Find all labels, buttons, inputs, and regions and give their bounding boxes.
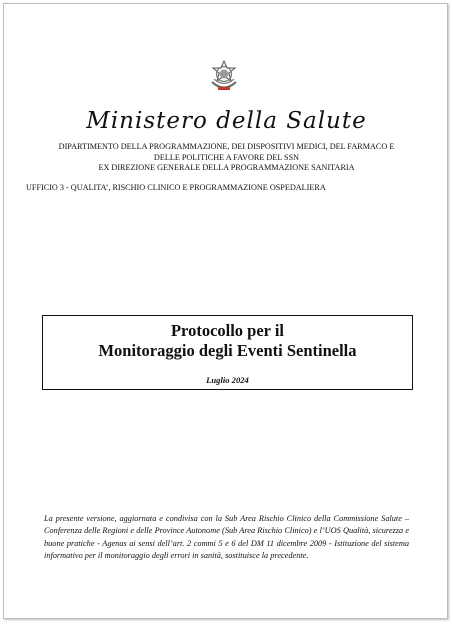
title-line: Monitoraggio degli Eventi Sentinella bbox=[98, 341, 357, 360]
publication-date: Luglio 2024 bbox=[206, 375, 249, 385]
title-box bbox=[42, 315, 413, 390]
version-note: La presente versione, aggiornata e condivisa con la Sub Area Rischio Clinico della Commissione Salute – Conferenza delle Regioni e delle Province Autonome (Sub Area Rischio Clinico) e l’UOS Qualità, sicurezza e buone pratiche - Agenas ai sensi dell’art. 2 commi 5 e 6 del DM 11 dicembre 2009 - Istituzione del sistema informativo per il monitoraggio degli errori in sanità, sostituisce la precedente. bbox=[44, 514, 409, 560]
department-line: DIPARTIMENTO DELLA PROGRAMMAZIONE, DEI DISPOSITIVI MEDICI, DEL FARMACO E bbox=[58, 142, 395, 151]
italian-republic-emblem-icon bbox=[209, 60, 239, 94]
office-line: UFFICIO 3 - QUALITA’, RISCHIO CLINICO E PROGRAMMAZIONE OSPEDALIERA bbox=[26, 183, 326, 192]
ministry-name: Ministero della Salute bbox=[86, 108, 367, 134]
department-heading bbox=[24, 142, 429, 174]
title-line: Protocollo per il bbox=[170, 321, 285, 340]
document-title bbox=[43, 321, 412, 361]
department-line: DELLE POLITICHE A FAVORE DEL SSN bbox=[153, 152, 300, 162]
department-line: EX DIREZIONE GENERALE DELLA PROGRAMMAZIONE SANITARIA bbox=[98, 163, 355, 172]
document-page bbox=[3, 3, 448, 619]
